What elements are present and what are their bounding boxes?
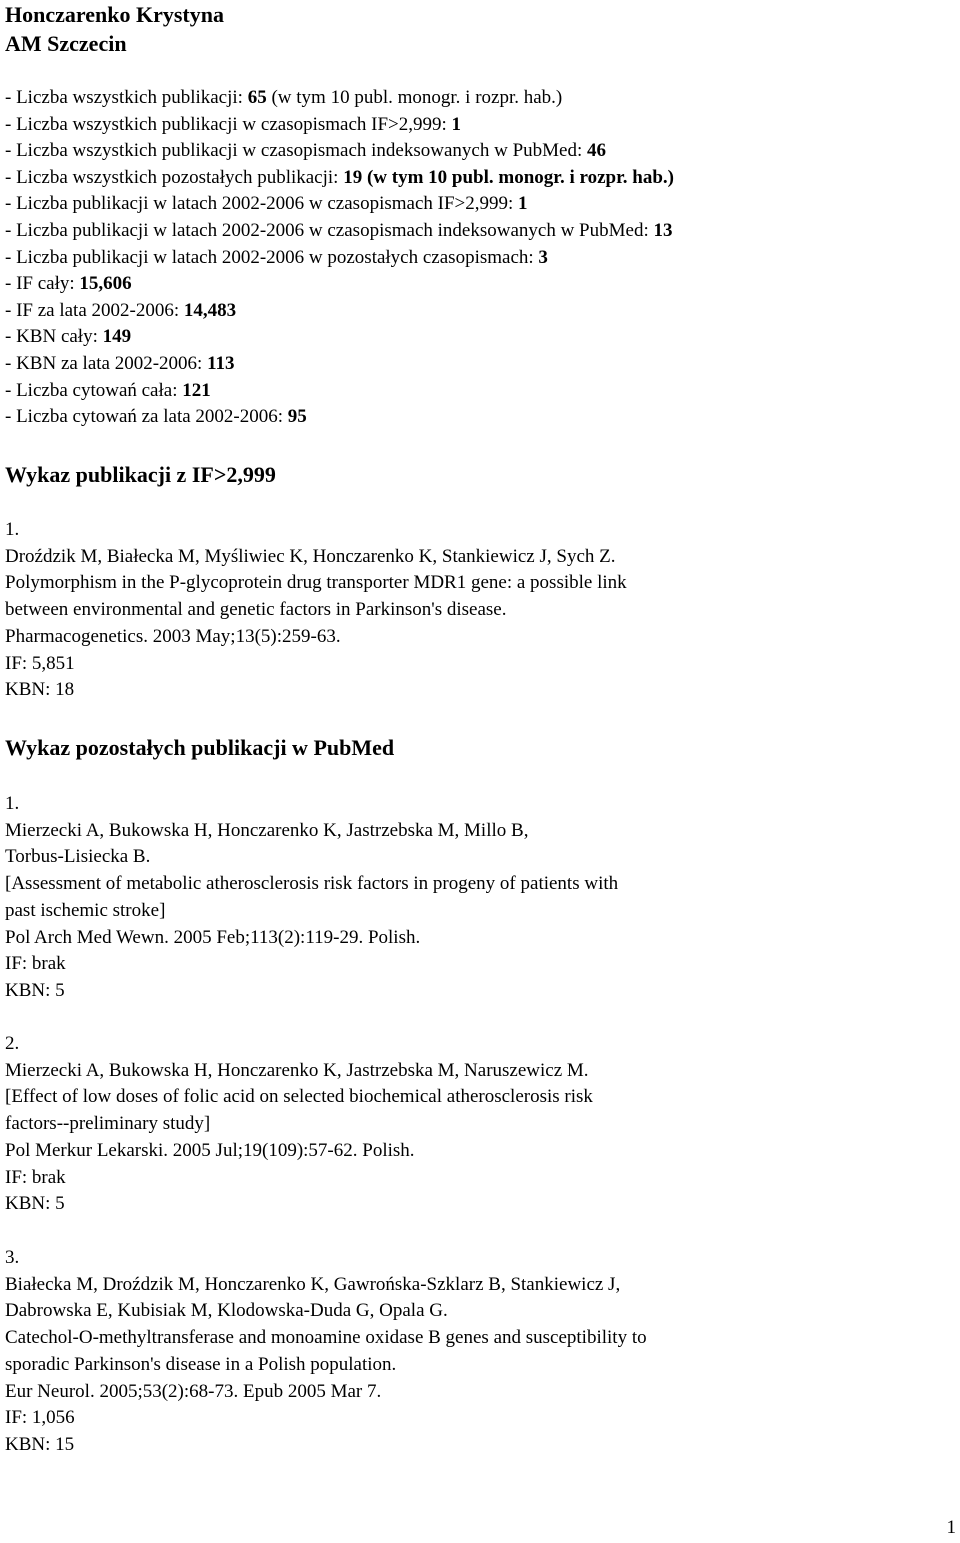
publication-title: factors--preliminary study] [5,1113,211,1135]
publication-kbn: KBN: 5 [5,979,65,1001]
publication-if: IF: 1,056 [5,1407,75,1429]
section-title-pubmed: Wykaz pozostałych publikacji w PubMed [5,735,395,760]
stat-line: - KBN za lata 2002-2006: 113 [5,352,235,374]
stat-line: - Liczba cytowań za lata 2002-2006: 95 [5,406,307,428]
stat-line: - Liczba wszystkich publikacji w czasopismach IF>2,999: 1 [5,113,462,135]
publication-title: between environmental and genetic factors in Parkinson's disease. [5,599,507,621]
author-institution: AM Szczecin [5,31,127,56]
stat-line: - KBN cały: 149 [5,326,132,348]
publication-if: IF: 5,851 [5,652,75,674]
publication-authors: Droździk M, Białecka M, Myśliwiec K, Honczarenko K, Stankiewicz J, Sych Z. [5,545,616,567]
publication-kbn: KBN: 5 [5,1193,65,1215]
publication-entry [5,791,618,1005]
publication-title: sporadic Parkinson's disease in a Polish population. [5,1353,397,1375]
publication-if: IF: brak [5,1166,66,1188]
publication-journal: Pharmacogenetics. 2003 May;13(5):259-63. [5,625,341,647]
publication-entry [5,1245,647,1459]
statistics-list [5,85,674,431]
publication-kbn: KBN: 15 [5,1433,75,1455]
publication-journal: Pol Merkur Lekarski. 2005 Jul;19(109):57-62. Polish. [5,1139,415,1161]
publication-authors: Mierzecki A, Bukowska H, Honczarenko K, Jastrzebska M, Naruszewicz M. [5,1059,589,1081]
publication-authors: Białecka M, Droździk M, Honczarenko K, Gawrońska-Szklarz B, Stankiewicz J, [5,1273,621,1295]
stat-line: - Liczba cytowań cała: 121 [5,379,211,401]
publication-number: 3. [5,1247,20,1268]
stat-line: - Liczba wszystkich pozostałych publikacji: 19 (w tym 10 publ. monogr. i rozpr. hab.) [5,166,675,188]
stat-line: - Liczba publikacji w latach 2002-2006 w czasopismach IF>2,999: 1 [5,193,528,215]
publication-entry [5,1031,593,1218]
publication-journal: Pol Arch Med Wewn. 2005 Feb;113(2):119-29. Polish. [5,926,421,948]
publication-authors: Dabrowska E, Kubisiak M, Klodowska-Duda G, Opala G. [5,1300,448,1322]
publication-entry [5,517,627,704]
publication-journal: Eur Neurol. 2005;53(2):68-73. Epub 2005 Mar 7. [5,1380,382,1402]
stat-line: - Liczba publikacji w latach 2002-2006 w pozostałych czasopismach: 3 [5,246,548,268]
publication-title: Polymorphism in the P-glycoprotein drug transporter MDR1 gene: a possible link [5,572,627,594]
author-header [5,0,224,58]
stat-line: - Liczba wszystkich publikacji: 65 (w tym 10 publ. monogr. i rozpr. hab.) [5,87,563,108]
stat-line: - Liczba publikacji w latach 2002-2006 w czasopismach indeksowanych w PubMed: 13 [5,219,673,241]
section-title-if: Wykaz publikacji z IF>2,999 [5,462,276,487]
publication-title: [Assessment of metabolic atherosclerosis risk factors in progeny of patients with [5,873,619,895]
publication-title: [Effect of low doses of folic acid on selected biochemical atherosclerosis risk [5,1086,593,1108]
publication-title: Catechol-O-methyltransferase and monoamine oxidase B genes and susceptibility to [5,1327,647,1349]
publication-number: 1. [5,793,20,814]
publication-number: 1. [5,519,20,540]
stat-line: - IF cały: 15,606 [5,273,132,295]
page-number: 1 [946,1517,956,1538]
publication-authors: Torbus-Lisiecka B. [5,846,151,868]
publication-title: past ischemic stroke] [5,899,166,921]
author-name: Honczarenko Krystyna [5,2,224,27]
publication-authors: Mierzecki A, Bukowska H, Honczarenko K, Jastrzebska M, Millo B, [5,819,529,841]
publication-kbn: KBN: 18 [5,679,75,701]
publication-number: 2. [5,1033,20,1054]
publication-if: IF: brak [5,953,66,975]
stat-line: - IF za lata 2002-2006: 14,483 [5,299,237,321]
stat-line: - Liczba wszystkich publikacji w czasopismach indeksowanych w PubMed: 46 [5,140,606,162]
